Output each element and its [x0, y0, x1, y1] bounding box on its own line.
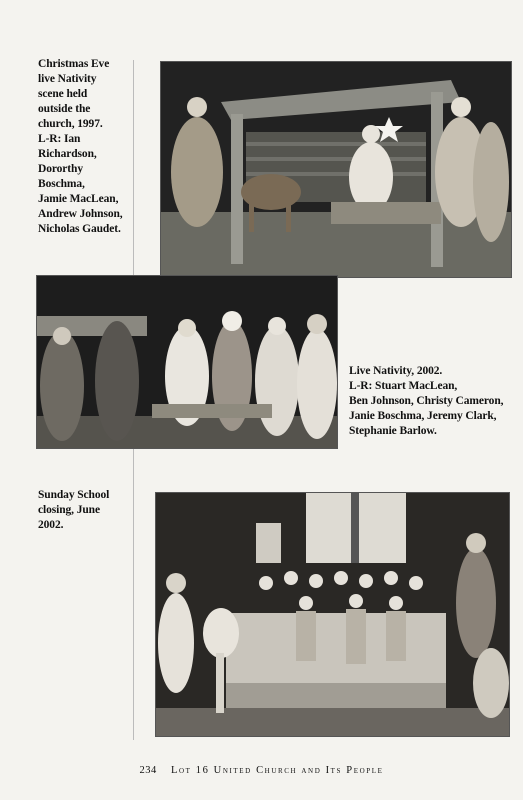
photo-sunday-school-image: [156, 493, 509, 736]
photo-nativity-1997-image: [161, 62, 511, 277]
caption-nativity-2002-names: Stuart MacLean, Ben Johnson, Christy Cameron, Janie Boschma, Jeremy Clark, Stephanie Barlow.: [349, 380, 504, 437]
caption-sunday-school-text: Sunday School closing, June 2002.: [38, 489, 110, 531]
caption-nativity-2002-lr: L-R:: [349, 380, 373, 392]
photo-nativity-2002: [36, 275, 338, 449]
book-title: Lot 16 United Church and Its People: [170, 765, 384, 776]
caption-nativity-1997: [38, 57, 158, 237]
photo-nativity-2002-image: [37, 276, 337, 448]
photo-sunday-school: [155, 492, 510, 737]
caption-sunday-school: [38, 488, 148, 533]
caption-nativity-2002-text: Live Nativity, 2002.: [349, 365, 443, 377]
caption-nativity-2002: [349, 364, 519, 439]
photo-nativity-1997: [160, 61, 512, 278]
caption-nativity-1997-text: Christmas Eve live Nativity scene held outside the church, 1997.: [38, 58, 110, 130]
caption-nativity-1997-names: Ian Richardson, Dororthy Boschma, Jamie MacLean, Andrew Johnson, Nicholas Gaudet.: [38, 133, 123, 235]
page-footer: [0, 765, 523, 776]
caption-nativity-1997-lr: L-R:: [38, 133, 62, 145]
page-number: 234: [139, 765, 157, 776]
